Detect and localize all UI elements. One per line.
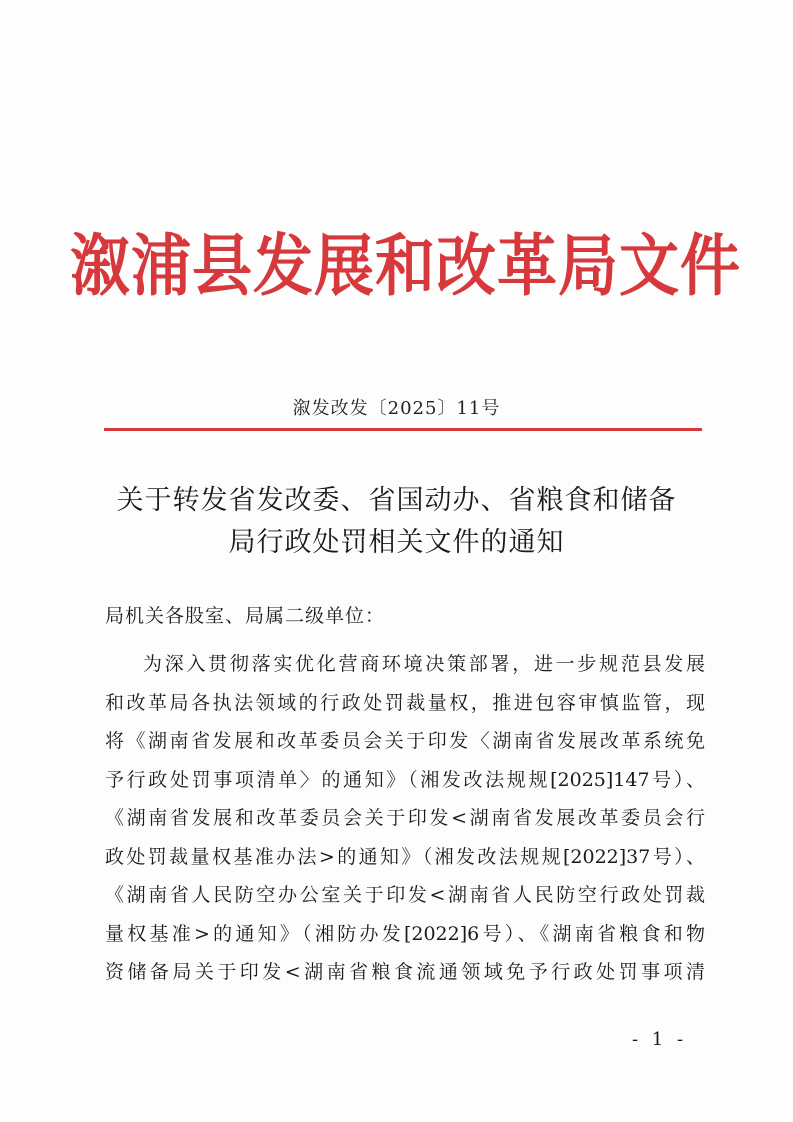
red-separator-line	[104, 428, 702, 431]
body-paragraph	[105, 645, 705, 992]
body-line: 将《湖南省发展和改革委员会关于印发〈湖南省发展改革系统免	[105, 730, 705, 752]
body-line: 量权基准>的通知》（湘防办发[2022]6号）、《湖南省粮食和物	[105, 922, 705, 945]
salutation: 局机关各股室、局属二级单位：	[105, 605, 386, 627]
body-line: 和改革局各执法领域的行政处罚裁量权，推进包容审慎监管，现	[105, 691, 705, 714]
document-title	[90, 480, 703, 564]
document-number: 溆发改发〔2025〕11号	[292, 398, 501, 419]
body-line: 予行政处罚事项清单〉的通知》（湘发改法规规[2025]147号）、	[105, 768, 705, 791]
body-line: 《湖南省人民防空办公室关于印发<湖南省人民防空行政处罚裁	[105, 884, 705, 906]
body-line: 资储备局关于印发<湖南省粮食流通领域免予行政处罚事项清	[105, 961, 705, 983]
body-line: 《湖南省发展和改革委员会关于印发<湖南省发展改革委员会行	[105, 807, 705, 829]
body-line: 为深入贯彻落实优化营商环境决策部署，进一步规范县发展	[143, 653, 705, 675]
title-line-1: 关于转发省发改委、省国动办、省粮食和储备	[116, 485, 677, 516]
page-number: - 1 -	[632, 1029, 688, 1050]
title-line-2: 局行政处罚相关文件的通知	[228, 527, 565, 558]
masthead-title: 溆浦县发展和改革局文件	[70, 227, 741, 306]
body-line: 政处罚裁量权基准办法>的通知》（湘发改法规规[2022]37号）、	[105, 845, 705, 868]
